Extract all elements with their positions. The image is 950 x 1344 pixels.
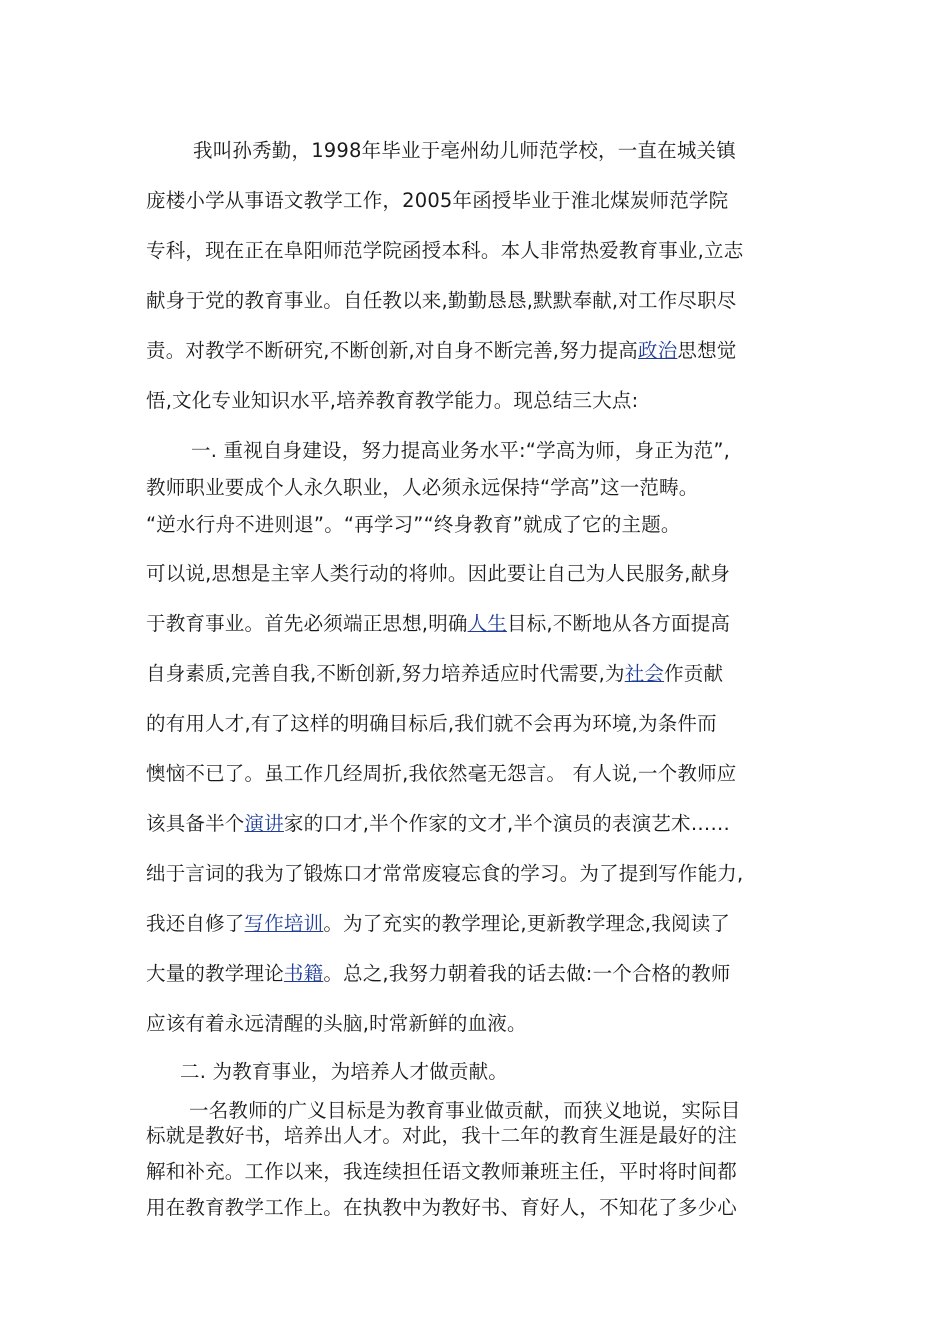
text-run: 一. 重视自身建设，努力提高业务水平:“学高为师，身正为范”, (191, 439, 731, 462)
text-run: 悟,文化专业知识水平,培养教育教学能力。现总结三大点: (146, 389, 639, 412)
text-line (146, 610, 730, 638)
text-line (146, 660, 723, 688)
text-line (146, 560, 730, 588)
text-run: 专科，现在正在阜阳师范学院函授本科。本人非常热爱教育事业,立志 (146, 239, 744, 262)
text-line (146, 910, 730, 938)
text-line (146, 1158, 737, 1186)
text-run: 绌于言词的我为了锻炼口才常常废寝忘食的学习。为了提到写作能力, (146, 862, 744, 885)
text-run: 可以说,思想是主宰人类行动的将帅。因此要让自己为人民服务,献身 (146, 562, 731, 585)
text-run: 解和补充。工作以来，我连续担任语文教师兼班主任，平时将时间都 (146, 1160, 738, 1183)
link-life[interactable]: 人生 (467, 612, 508, 635)
text-line (146, 511, 681, 539)
text-run: 。为了充实的教学理论,更新教学理念,我阅读了 (323, 912, 731, 935)
text-run: 。总之,我努力朝着我的话去做:一个合格的教师 (323, 962, 731, 985)
link-society[interactable]: 社会 (624, 662, 665, 685)
text-run: 思想觉 (677, 339, 737, 362)
text-line (193, 137, 736, 165)
text-run: 标就是教好书，培养出人才。对此，我十二年的教育生涯是最好的注 (146, 1124, 738, 1147)
text-run: 我叫孙秀勤，1998年毕业于亳州幼儿师范学校，一直在城关镇 (193, 139, 736, 162)
text-run: 教师职业要成个人永久职业，人必须永远保持“学高”这一范畴。 (146, 476, 699, 499)
text-line (146, 237, 743, 265)
text-line (146, 860, 743, 888)
text-run: 庞楼小学从事语文教学工作，2005年函授毕业于淮北煤炭师范学院 (146, 189, 729, 212)
text-line (146, 287, 737, 315)
text-run: 于教育事业。首先必须端正思想,明确 (146, 612, 468, 635)
text-line (189, 1097, 741, 1125)
text-run: 懊恼不已了。虽工作几经周折,我依然毫无怨言。 有人说,一个教师应 (146, 762, 737, 785)
text-run: 自身素质,完善自我,不断创新,努力培养适应时代需要,为 (146, 662, 625, 685)
document-page (146, 0, 812, 1344)
text-run: 一名教师的广义目标是为教育事业做贡献，而狭义地说，实际目 (189, 1099, 741, 1122)
link-books[interactable]: 书籍 (283, 962, 324, 985)
text-line (146, 387, 638, 415)
text-line (146, 710, 717, 738)
text-run: 大量的教学理论 (146, 962, 284, 985)
text-run: “逆水行舟不进则退”。“再学习”“终身教育”就成了它的主题。 (146, 513, 681, 536)
text-line (146, 1194, 737, 1222)
text-run: 目标,不断地从各方面提高 (507, 612, 731, 635)
text-run: 作贡献 (664, 662, 724, 685)
section-heading (180, 1058, 508, 1086)
text-line (146, 1122, 737, 1150)
link-writing-training[interactable]: 写作培训 (244, 912, 324, 935)
text-run: 家的口才,半个作家的文才,半个演员的表演艺术…… (283, 812, 731, 835)
text-run: 用在教育教学工作上。在执教中为教好书、育好人，不知花了多少心 (146, 1196, 738, 1219)
link-politics[interactable]: 政治 (638, 339, 678, 362)
text-run: 二. 为教育事业，为培养人才做贡献。 (180, 1060, 508, 1083)
text-line (146, 1010, 527, 1038)
text-line (146, 760, 737, 788)
text-line (146, 960, 730, 988)
text-line (146, 474, 699, 502)
text-line (146, 187, 728, 215)
text-run: 献身于党的教育事业。自任教以来,勤勤恳恳,默默奉献,对工作尽职尽 (146, 289, 737, 312)
text-run: 该具备半个 (146, 812, 245, 835)
text-line (146, 810, 730, 838)
text-run: 我还自修了 (146, 912, 245, 935)
text-run: 的有用人才,有了这样的明确目标后,我们就不会再为环境,为条件而 (146, 712, 717, 735)
link-speech[interactable]: 演讲 (244, 812, 284, 835)
text-run: 应该有着永远清醒的头脑,时常新鲜的血液。 (146, 1012, 527, 1035)
section-heading (191, 437, 730, 465)
text-line (146, 337, 737, 365)
text-run: 责。对教学不断研究,不断创新,对自身不断完善,努力提高 (146, 339, 638, 362)
